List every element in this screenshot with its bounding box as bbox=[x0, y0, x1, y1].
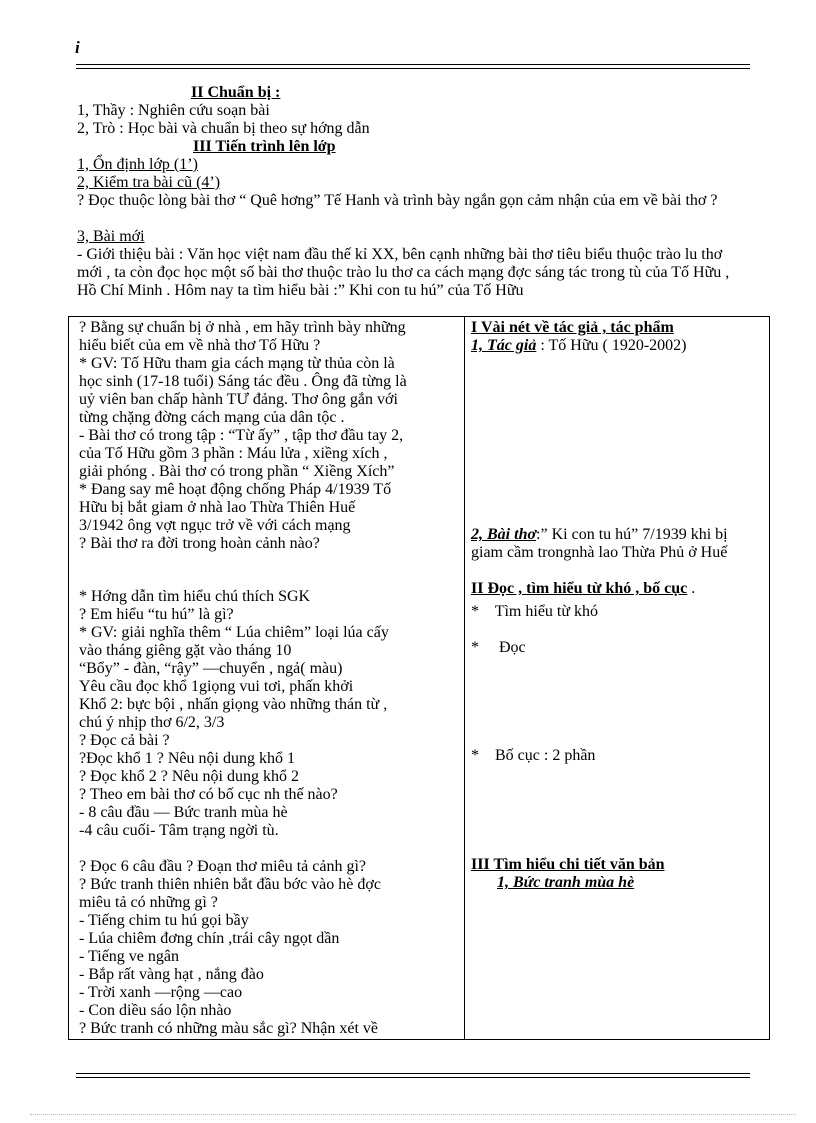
structure-item: * Bố cục : 2 phần bbox=[471, 747, 596, 764]
left-line: ? Đọc 6 câu đầu ? Đoạn thơ miêu tả cảnh gì? bbox=[79, 858, 367, 875]
step-1: 1, Ổn định lớp (1’) bbox=[77, 156, 198, 173]
left-line: của Tố Hữu gồm 3 phần : Máu lửa , xiềng xích , bbox=[79, 445, 388, 462]
section-2-title: II Chuẩn bị : bbox=[191, 84, 281, 101]
section-2-tail: . bbox=[687, 580, 696, 597]
lesson-table bbox=[68, 316, 770, 1040]
section-3-heading: III Tìm hiểu chi tiết văn bản bbox=[471, 856, 665, 873]
poem-block bbox=[471, 526, 763, 562]
left-line: - 8 câu đầu — Bức tranh mùa hè bbox=[79, 804, 288, 821]
left-line: “Bổy” - đàn, “rậy” —chuyển , ngả( màu) bbox=[79, 660, 343, 677]
poem-label: 2, Bài thơ bbox=[471, 526, 537, 543]
left-line: hiểu biết của em về nhà thơ Tố Hữu ? bbox=[79, 337, 321, 354]
left-line: ? Theo em bài thơ có bố cục nh thế nào? bbox=[79, 786, 338, 803]
step-2: 2, Kiểm tra bài cũ (4’) bbox=[77, 174, 221, 191]
left-line: * GV: Tố Hữu tham gia cách mạng từ thủa còn là bbox=[79, 355, 395, 372]
left-line: chú ý nhịp thơ 6/2, 3/3 bbox=[79, 714, 225, 731]
left-line: ? Em hiểu “tu hú” là gì? bbox=[79, 606, 234, 623]
left-line: ? Đọc khổ 2 ? Nêu nội dung khổ 2 bbox=[79, 768, 299, 785]
left-line: - Bắp rất vàng hạt , nắng đào bbox=[79, 966, 264, 983]
left-line: Yêu cầu đọc khổ 1giọng vui tơi, phấn khởi bbox=[79, 678, 354, 695]
left-line: ?Đọc khổ 1 ? Nêu nội dung khổ 1 bbox=[79, 750, 295, 767]
left-line: miêu tả có những gì ? bbox=[79, 894, 218, 911]
left-line: ? Bức tranh thiên nhiên bắt đầu bớc vào hè đợc bbox=[79, 876, 381, 893]
vocab-item: * Tìm hiểu từ khó bbox=[471, 603, 599, 620]
bottom-double-rule bbox=[76, 1073, 750, 1078]
section-2-heading: II Đọc , tìm hiểu từ khó , bố cục bbox=[471, 580, 688, 597]
left-line: uỷ viên ban chấp hành TƯ đảng. Thơ ông gắn với bbox=[79, 391, 398, 408]
left-line: ? Bài thơ ra đời trong hoàn cảnh nào? bbox=[79, 535, 320, 552]
summer-scene-heading: 1, Bức tranh mùa hè bbox=[497, 874, 635, 891]
left-line: -4 câu cuối- Tâm trạng ngời tù. bbox=[79, 822, 279, 839]
left-line: Khổ 2: bực bội , nhấn giọng vào những thán từ , bbox=[79, 696, 388, 713]
section-3-title: III Tiến trình lên lớp bbox=[193, 138, 336, 155]
left-line: * Đang say mê hoạt động chống Pháp 4/1939 Tố bbox=[79, 481, 392, 498]
corner-mark: i bbox=[75, 38, 80, 57]
top-double-rule bbox=[76, 64, 750, 69]
section-2-line bbox=[471, 580, 763, 598]
left-line: vào tháng giêng gặt vào tháng 10 bbox=[79, 642, 292, 659]
left-line: * GV: giải nghĩa thêm “ Lúa chiêm” loại lúa cấy bbox=[79, 624, 389, 641]
content-column bbox=[465, 317, 770, 1040]
left-line: từng chặng đờng cách mạng của dân tộc . bbox=[79, 409, 345, 426]
teacher-prep: 1, Thầy : Nghiên cứu soạn bài bbox=[77, 102, 270, 119]
left-line: giải phóng . Bài thơ có trong phần “ Xiềng Xích” bbox=[79, 463, 395, 480]
left-line: - Con diều sáo lộn nhào bbox=[79, 1002, 232, 1019]
left-line: - Lúa chiêm đơng chín ,trái cây ngọt dần bbox=[79, 930, 340, 947]
author-line bbox=[471, 337, 763, 355]
step-3: 3, Bài mới bbox=[77, 228, 145, 245]
left-line: - Tiếng chim tu hú gọi bầy bbox=[79, 912, 249, 929]
left-line: ? Đọc cả bài ? bbox=[79, 732, 170, 749]
student-prep: 2, Trò : Học bài và chuẩn bị theo sự hớng dẫn bbox=[77, 120, 370, 137]
page-footer-dots bbox=[30, 1114, 796, 1116]
left-line: học sinh (17-18 tuổi) Sáng tác đều . Ông đã từng là bbox=[79, 373, 407, 390]
left-line: ? Bằng sự chuẩn bị ở nhà , em hãy trình bày những bbox=[79, 319, 406, 336]
left-line: - Tiếng ve ngân bbox=[79, 948, 179, 965]
left-line: * Hớng dẫn tìm hiểu chú thích SGK bbox=[79, 588, 311, 605]
read-item: * Đọc bbox=[471, 639, 526, 656]
teacher-activities-column bbox=[69, 317, 465, 1040]
section-1-title: I Vài nét về tác giả , tác phẩm bbox=[471, 319, 674, 336]
left-line: - Bài thơ có trong tập : “Từ ấy” , tập thơ đầu tay 2, bbox=[79, 427, 404, 444]
left-line: ? Bức tranh có những màu sắc gì? Nhận xét về bbox=[79, 1020, 379, 1037]
review-question: ? Đọc thuộc lòng bài thơ “ Quê hơng” Tế Hanh và trình bày ngắn gọn cảm nhận của em về bài thơ ? bbox=[77, 192, 718, 209]
author-text: : Tố Hữu ( 1920-2002) bbox=[536, 337, 687, 354]
left-line: Hữu bị bắt giam ở nhà lao Thừa Thiên Huế bbox=[79, 499, 356, 516]
lesson-intro: - Giới thiệu bài : Văn học việt nam đầu thế kỉ XX, bên cạnh những bài thơ tiêu biểu thuộc trào lu thơ mới , ta còn đọc học một số bài thơ thuộc trào lu thơ ca cách mạng đợc sáng tác trong tù của Tố Hữu , Hồ Chí Minh . Hôm nay ta tìm hiểu bài :” Khi con tu hú” của Tố Hữu bbox=[77, 246, 730, 299]
left-line: - Trời xanh —rộng —cao bbox=[79, 984, 243, 1001]
author-label: 1, Tác giả bbox=[471, 337, 537, 354]
poem-text: :” Ki con tu hú” 7/1939 khi bị giam cầm trongnhà lao Thừa Phủ ở Huế bbox=[471, 526, 728, 561]
left-line: 3/1942 ông vợt ngục trở về với cách mạng bbox=[79, 517, 351, 534]
